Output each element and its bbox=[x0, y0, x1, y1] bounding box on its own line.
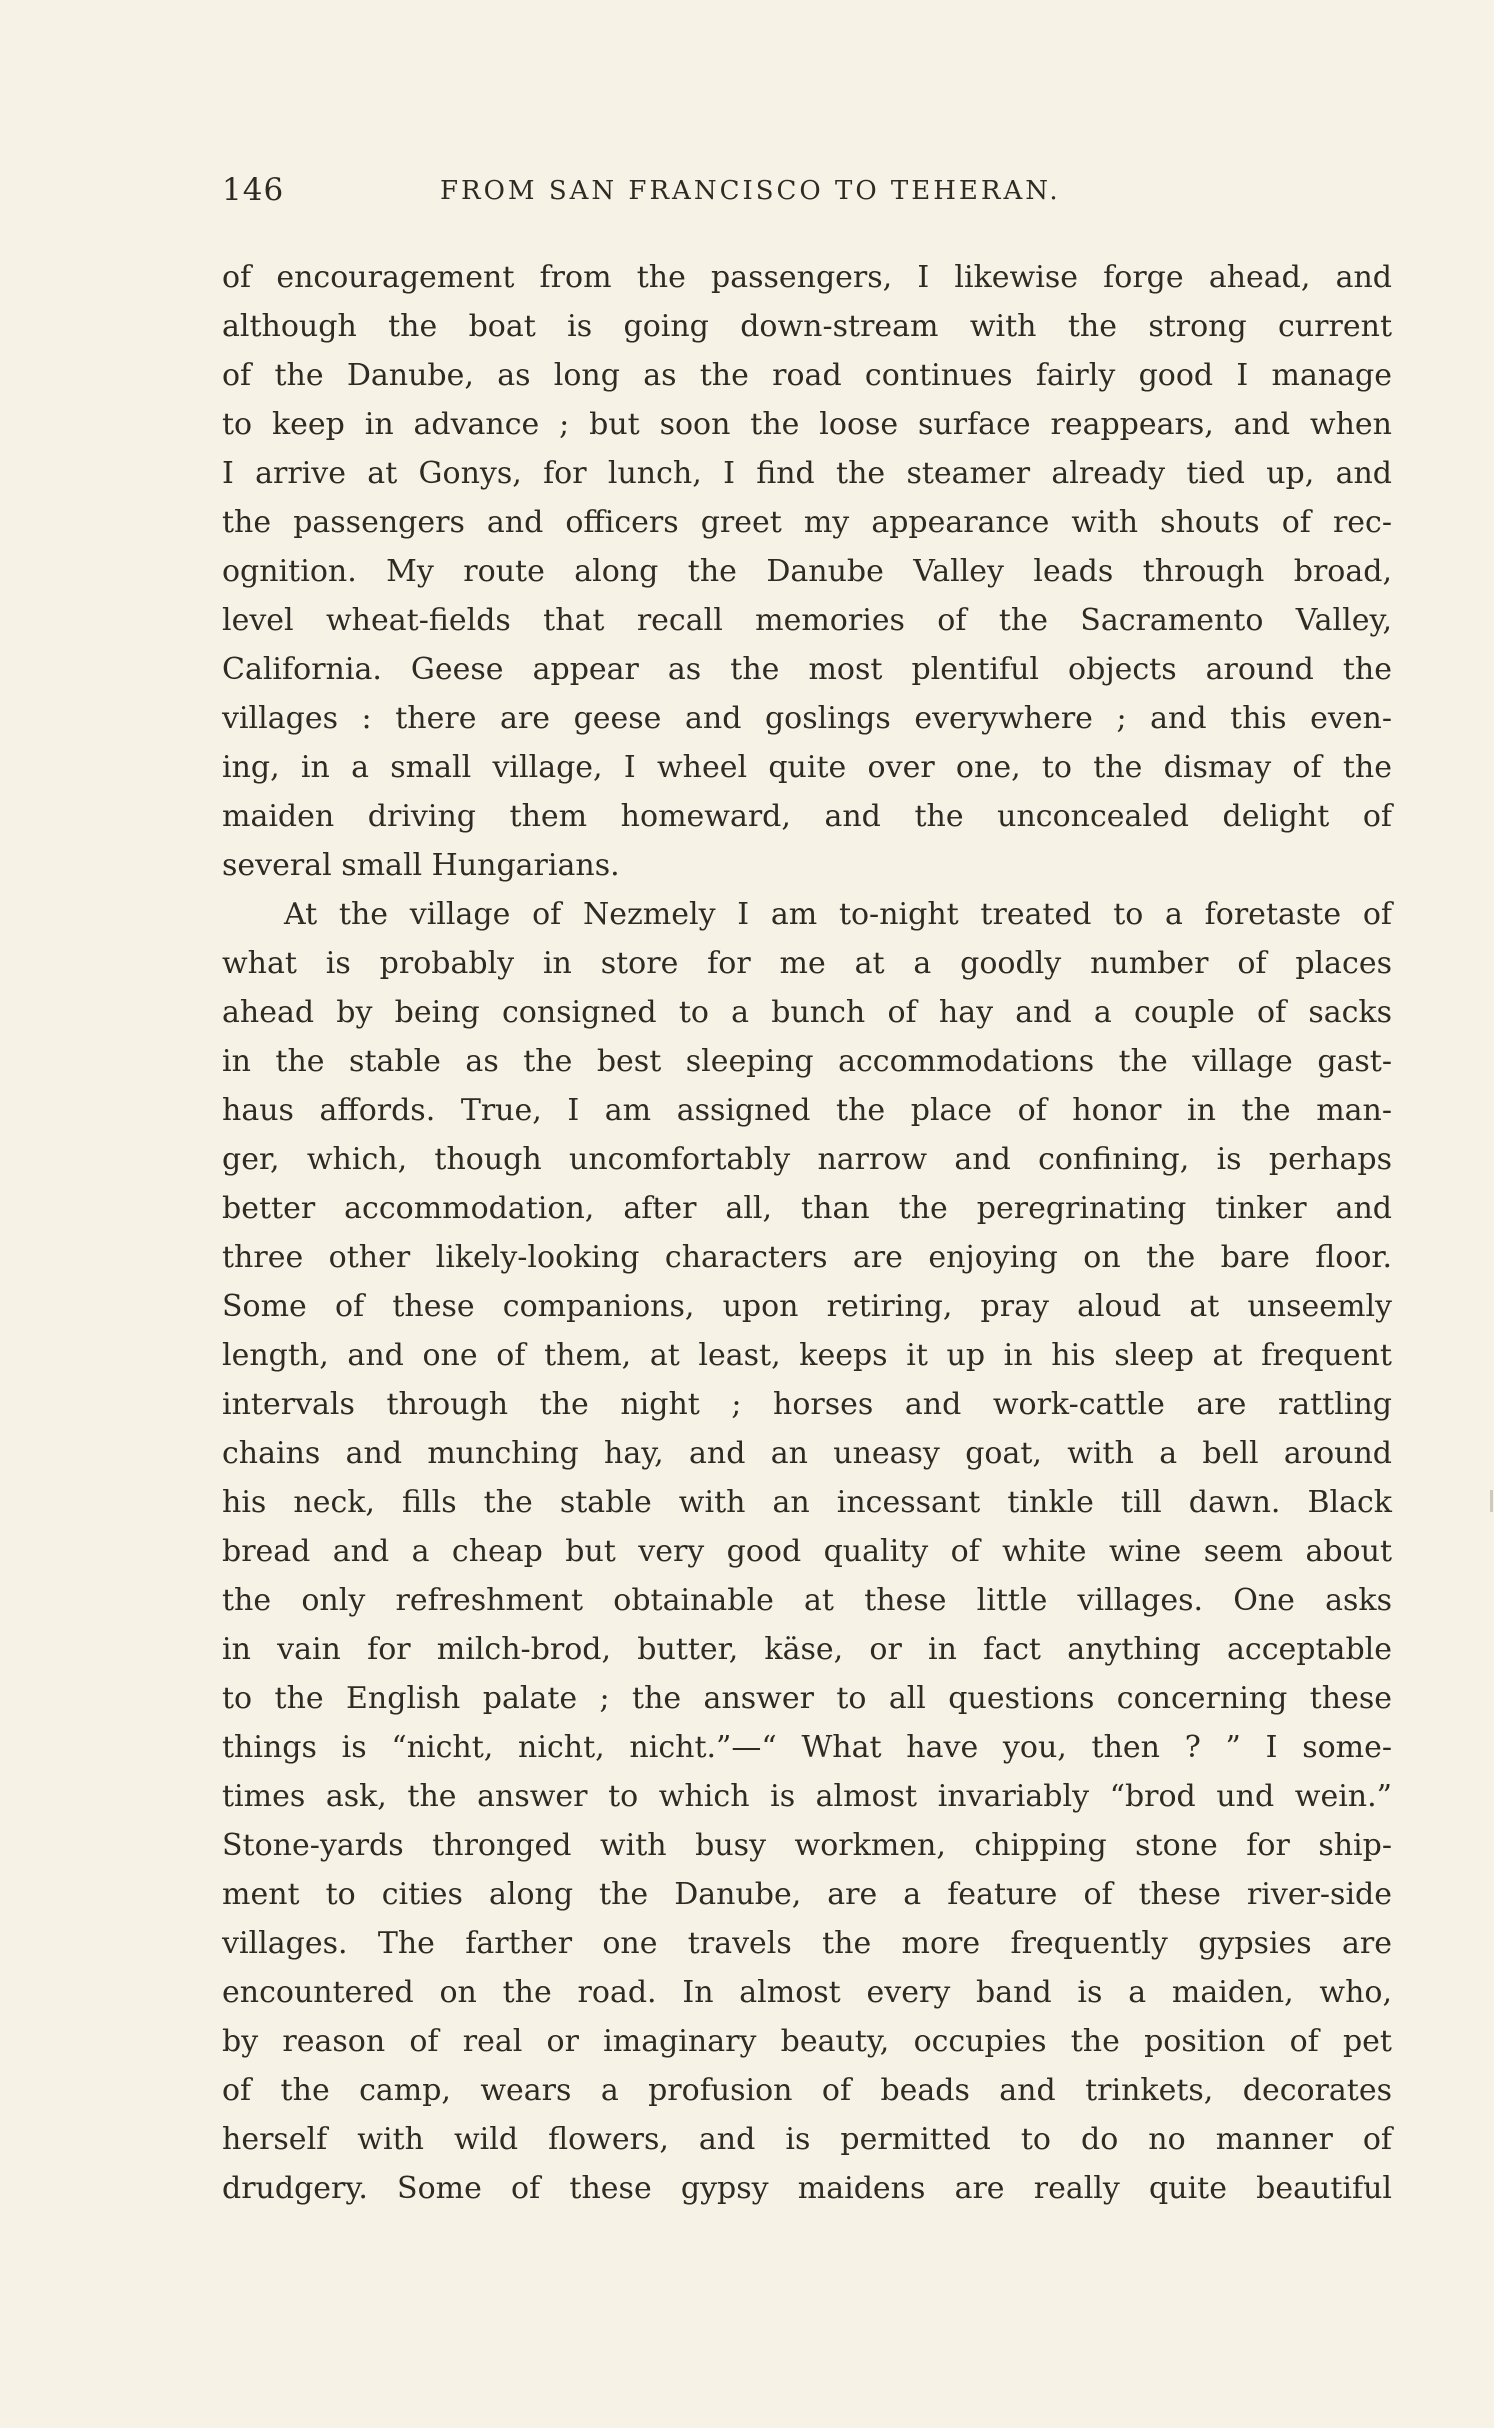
text-line: ger, which, though uncomfortably narrow and confining, is perhaps bbox=[222, 1142, 1392, 1177]
text-line: to keep in advance ; but soon the loose surface reappears, and when bbox=[222, 407, 1392, 442]
text-line: I arrive at Gonys, for lunch, I find the steamer already tied up, and bbox=[222, 456, 1392, 491]
text-line: the only refreshment obtainable at these little villages. One asks bbox=[222, 1583, 1392, 1618]
text-line: ing, in a small village, I wheel quite over one, to the dismay of the bbox=[222, 750, 1392, 785]
text-line: better accommodation, after all, than the peregrinating tinker and bbox=[222, 1191, 1392, 1226]
text-line: ahead by being consigned to a bunch of hay and a couple of sacks bbox=[222, 995, 1392, 1030]
text-line: length, and one of them, at least, keeps it up in his sleep at frequent bbox=[222, 1338, 1392, 1373]
text-line: his neck, fills the stable with an incessant tinkle till dawn. Black bbox=[222, 1485, 1392, 1520]
text-line: herself with wild flowers, and is permitted to do no manner of bbox=[222, 2122, 1392, 2157]
text-line: level wheat-fields that recall memories of the Sacramento Valley, bbox=[222, 603, 1392, 638]
text-line: ment to cities along the Danube, are a feature of these river-side bbox=[222, 1877, 1392, 1912]
text-line: of encouragement from the passengers, I likewise forge ahead, and bbox=[222, 260, 1392, 295]
text-line: although the boat is going down-stream with the strong current bbox=[222, 309, 1392, 344]
text-line: by reason of real or imaginary beauty, occupies the position of pet bbox=[222, 2024, 1392, 2059]
text-line: to the English palate ; the answer to all questions concerning these bbox=[222, 1681, 1392, 1716]
text-line: Stone-yards thronged with busy workmen, chipping stone for ship- bbox=[222, 1828, 1392, 1863]
text-line: bread and a cheap but very good quality of white wine seem about bbox=[222, 1534, 1392, 1569]
text-line: California. Geese appear as the most plentiful objects around the bbox=[222, 652, 1392, 687]
running-title: FROM SAN FRANCISCO TO TEHERAN. bbox=[440, 176, 1061, 206]
text-line: Some of these companions, upon retiring, pray aloud at unseemly bbox=[222, 1289, 1392, 1324]
text-line: of the camp, wears a profusion of beads and trinkets, decorates bbox=[222, 2073, 1392, 2108]
text-line: in the stable as the best sleeping accommodations the village gast- bbox=[222, 1044, 1392, 1079]
scan-edge-mark bbox=[1490, 1490, 1493, 1512]
text-line: the passengers and officers greet my appearance with shouts of rec- bbox=[222, 505, 1392, 540]
text-line: ognition. My route along the Danube Valley leads through broad, bbox=[222, 554, 1392, 589]
text-line: haus affords. True, I am assigned the place of honor in the man- bbox=[222, 1093, 1392, 1128]
body-text bbox=[222, 253, 1392, 2213]
text-line: of the Danube, as long as the road continues fairly good I manage bbox=[222, 358, 1392, 393]
text-line: encountered on the road. In almost every band is a maiden, who, bbox=[222, 1975, 1392, 2010]
text-line: maiden driving them homeward, and the unconcealed delight of bbox=[222, 799, 1392, 834]
paragraph-end-line: several small Hungarians. bbox=[222, 848, 620, 883]
paragraph-start-line: At the village of Nezmely I am to-night treated to a foretaste of bbox=[284, 897, 1392, 932]
page-number: 146 bbox=[222, 172, 285, 208]
text-line: things is “nicht, nicht, nicht.”—“ What have you, then ? ” I some- bbox=[222, 1730, 1392, 1765]
text-line: villages. The farther one travels the more frequently gypsies are bbox=[222, 1926, 1392, 1961]
text-line: chains and munching hay, and an uneasy goat, with a bell around bbox=[222, 1436, 1392, 1471]
page-header bbox=[222, 172, 1392, 222]
text-line: drudgery. Some of these gypsy maidens are really quite beautiful bbox=[222, 2171, 1392, 2206]
text-line: three other likely-looking characters are enjoying on the bare floor. bbox=[222, 1240, 1392, 1275]
text-line: villages : there are geese and goslings everywhere ; and this even- bbox=[222, 701, 1392, 736]
text-line: what is probably in store for me at a goodly number of places bbox=[222, 946, 1392, 981]
text-line: intervals through the night ; horses and work-cattle are rattling bbox=[222, 1387, 1392, 1422]
text-line: times ask, the answer to which is almost invariably “brod und wein.” bbox=[222, 1779, 1392, 1814]
text-line: in vain for milch-brod, butter, käse, or in fact anything acceptable bbox=[222, 1632, 1392, 1667]
